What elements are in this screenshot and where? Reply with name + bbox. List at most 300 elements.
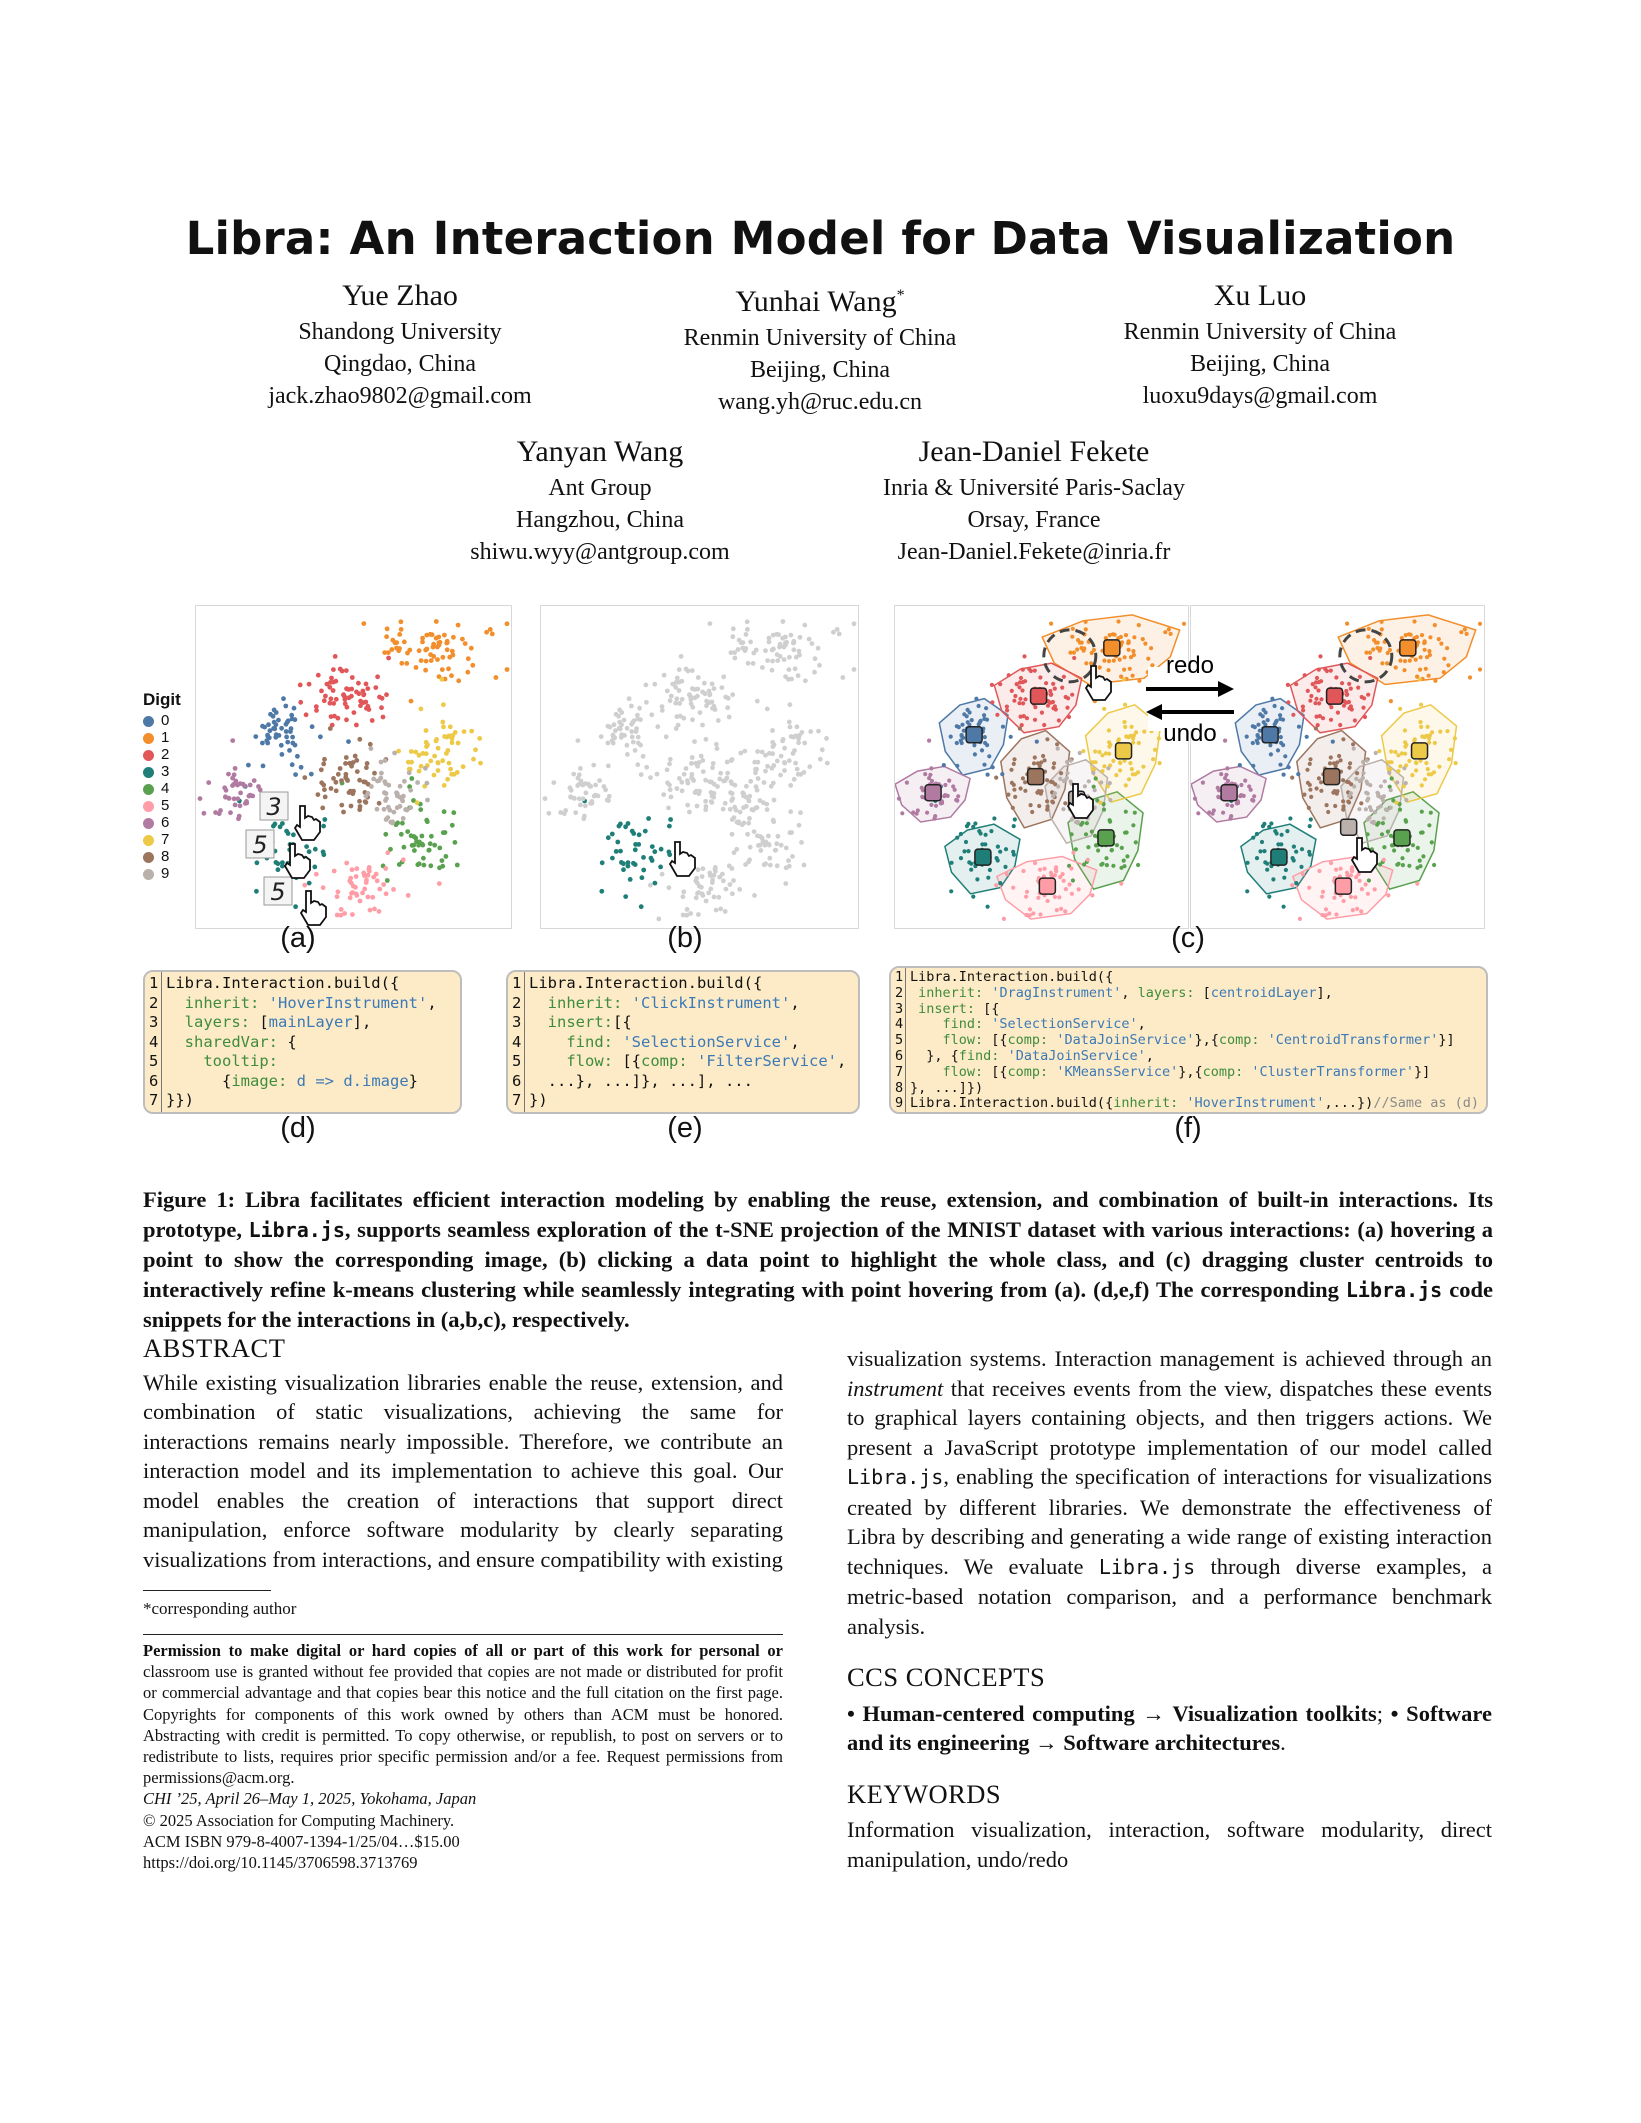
data-point xyxy=(793,666,798,671)
code-token: }] xyxy=(1413,1063,1431,1080)
data-point xyxy=(383,758,388,763)
data-point xyxy=(425,647,430,652)
data-point xyxy=(344,686,349,691)
data-point xyxy=(1309,795,1313,799)
footnote: *corresponding author xyxy=(143,1599,297,1618)
data-point xyxy=(966,708,970,712)
data-point xyxy=(206,780,211,785)
data-point xyxy=(331,776,336,781)
data-point xyxy=(1084,832,1088,836)
data-point xyxy=(788,830,793,835)
data-point xyxy=(417,861,422,866)
data-point xyxy=(791,647,796,652)
data-point xyxy=(656,917,661,922)
data-point xyxy=(700,893,705,898)
data-point xyxy=(729,650,734,655)
data-point xyxy=(1057,895,1061,899)
code-string: 'SelectionService' xyxy=(622,1032,791,1051)
data-point xyxy=(1141,765,1145,769)
data-point xyxy=(988,868,992,872)
code-string: 'ClusterTransformer' xyxy=(1251,1063,1414,1080)
data-point xyxy=(437,881,442,886)
line-number: 1 xyxy=(512,974,522,992)
data-point xyxy=(1082,646,1086,650)
data-point xyxy=(1124,810,1128,814)
data-point xyxy=(385,850,390,855)
data-point xyxy=(982,717,986,721)
data-point xyxy=(614,849,619,854)
data-point xyxy=(591,763,596,768)
legend-swatch xyxy=(143,801,154,812)
data-point xyxy=(391,887,396,892)
data-point xyxy=(1251,741,1255,745)
data-point xyxy=(791,641,796,646)
data-point xyxy=(743,646,748,651)
code-token: },{ xyxy=(1194,1032,1219,1049)
data-point xyxy=(920,786,924,790)
data-point xyxy=(649,712,654,717)
data-point xyxy=(1354,875,1358,879)
data-point xyxy=(710,706,715,711)
data-point xyxy=(970,718,974,722)
data-point xyxy=(1315,786,1319,790)
data-point xyxy=(717,875,722,880)
data-point xyxy=(1044,681,1048,685)
data-point xyxy=(461,764,466,769)
data-point xyxy=(798,810,803,815)
panel-b[interactable] xyxy=(540,605,859,929)
data-point xyxy=(1212,808,1216,812)
data-point xyxy=(387,808,392,813)
data-point xyxy=(253,734,258,739)
caption-text: code snippets for the interactions in (a,b,c), respectively. xyxy=(143,1276,1493,1332)
data-point xyxy=(942,763,946,767)
data-point xyxy=(782,657,787,662)
data-point xyxy=(1427,674,1431,678)
data-point xyxy=(775,863,780,868)
data-point xyxy=(1019,786,1023,790)
data-point xyxy=(578,766,583,771)
data-point xyxy=(1018,726,1022,730)
data-point xyxy=(314,872,319,877)
scatter-a[interactable] xyxy=(196,606,511,928)
data-point xyxy=(980,748,984,752)
data-point xyxy=(404,661,409,666)
data-point xyxy=(1112,659,1116,663)
data-point xyxy=(1018,697,1022,701)
data-point xyxy=(361,689,366,694)
digit-thumbnail xyxy=(260,792,288,821)
data-point xyxy=(582,814,587,819)
data-point xyxy=(1320,895,1324,899)
data-point xyxy=(588,801,593,806)
data-point xyxy=(690,755,695,760)
data-point xyxy=(357,799,362,804)
data-point xyxy=(1397,862,1401,866)
data-point xyxy=(1132,733,1136,737)
data-point xyxy=(635,717,640,722)
data-point xyxy=(694,876,699,881)
data-point xyxy=(615,840,620,845)
data-point xyxy=(1422,641,1426,645)
footnote-rule xyxy=(143,1590,271,1591)
doi-link[interactable]: https://doi.org/10.1145/3706598.3713769 xyxy=(143,1853,418,1873)
data-point xyxy=(782,746,787,751)
data-point xyxy=(402,845,407,850)
data-point xyxy=(392,810,397,815)
data-point xyxy=(1009,768,1013,772)
data-point xyxy=(384,634,389,639)
data-point xyxy=(770,766,775,771)
legend-label: 1 xyxy=(161,729,170,746)
data-point xyxy=(655,772,660,777)
data-point xyxy=(1337,754,1341,758)
code-key: comp: xyxy=(1007,1032,1049,1049)
data-point xyxy=(576,738,581,743)
data-point xyxy=(763,769,768,774)
code-token: }}) xyxy=(166,1091,194,1109)
data-point xyxy=(1442,657,1446,661)
data-point xyxy=(1078,641,1082,645)
code-key: inherit: xyxy=(1113,1095,1179,1112)
data-point xyxy=(1010,689,1014,693)
data-point xyxy=(665,767,670,772)
data-point xyxy=(697,789,702,794)
data-point xyxy=(1102,659,1106,663)
data-point xyxy=(1051,700,1055,704)
data-point xyxy=(1093,834,1097,838)
data-point xyxy=(358,699,363,704)
data-point xyxy=(331,667,336,672)
data-point xyxy=(817,663,822,668)
legend-swatch xyxy=(143,852,154,863)
author-email[interactable]: Jean-Daniel.Fekete@inria.fr xyxy=(897,539,1171,565)
data-point xyxy=(1364,651,1368,655)
author-block xyxy=(400,432,800,568)
legend-item xyxy=(143,763,181,780)
data-point xyxy=(279,743,284,748)
legend-item xyxy=(143,848,181,865)
data-point xyxy=(1402,668,1406,672)
data-point xyxy=(1169,632,1173,636)
data-point xyxy=(852,621,857,626)
data-point xyxy=(1100,769,1104,773)
panel-c-right[interactable] xyxy=(1190,605,1485,929)
data-point xyxy=(1011,806,1015,810)
data-point xyxy=(685,778,690,783)
data-point xyxy=(273,822,278,827)
data-point xyxy=(373,685,378,690)
data-point xyxy=(1279,735,1283,739)
data-point xyxy=(655,724,660,729)
data-point xyxy=(446,734,451,739)
data-point xyxy=(417,648,422,653)
data-point xyxy=(1051,682,1055,686)
legend-label: 3 xyxy=(161,763,170,780)
code-string: centroidLayer xyxy=(1210,984,1317,1001)
data-point xyxy=(942,794,946,798)
data-point xyxy=(763,861,768,866)
data-point xyxy=(307,881,312,886)
data-point xyxy=(652,849,657,854)
data-point xyxy=(1285,829,1289,833)
data-point xyxy=(299,765,304,770)
data-point xyxy=(1348,761,1352,765)
data-point xyxy=(358,899,363,904)
undo-label: undo xyxy=(1163,720,1217,747)
author-email[interactable]: shiwu.wyy@antgroup.com xyxy=(470,539,730,565)
data-point xyxy=(285,740,290,745)
data-point xyxy=(349,694,354,699)
data-point xyxy=(1196,811,1200,815)
centroid-marker xyxy=(1028,769,1044,785)
panel-a[interactable] xyxy=(195,605,512,929)
data-point xyxy=(332,869,337,874)
data-point xyxy=(1411,843,1415,847)
data-point xyxy=(616,714,621,719)
data-point xyxy=(929,766,933,770)
panel-c-left[interactable] xyxy=(894,605,1189,929)
data-point xyxy=(992,816,996,820)
data-point xyxy=(1058,875,1062,879)
data-point xyxy=(354,866,359,871)
data-point xyxy=(728,882,733,887)
data-point xyxy=(436,760,441,765)
data-point xyxy=(375,674,380,679)
caption-code: Libra.js xyxy=(248,1217,345,1242)
data-point xyxy=(1031,911,1035,915)
author-location: Beijing, China xyxy=(750,357,890,383)
data-point xyxy=(415,780,420,785)
data-point xyxy=(1360,887,1364,891)
data-point xyxy=(405,651,410,656)
data-point xyxy=(756,776,761,781)
data-point xyxy=(1093,760,1097,764)
data-point xyxy=(633,847,638,852)
data-point xyxy=(1428,653,1432,657)
data-point xyxy=(1414,658,1418,662)
data-point xyxy=(991,765,995,769)
data-point xyxy=(1351,742,1355,746)
data-point xyxy=(281,696,286,701)
data-point xyxy=(798,772,803,777)
data-point xyxy=(1319,679,1323,683)
data-point xyxy=(1276,748,1280,752)
data-point xyxy=(349,891,354,896)
data-point xyxy=(704,699,709,704)
data-point xyxy=(1420,810,1424,814)
data-point xyxy=(1454,761,1458,765)
data-point xyxy=(730,866,735,871)
data-point xyxy=(1099,780,1103,784)
data-point xyxy=(354,723,359,728)
data-point xyxy=(309,772,314,777)
data-point xyxy=(442,633,447,638)
data-point xyxy=(1019,676,1023,680)
data-point xyxy=(701,769,706,774)
data-point xyxy=(1097,750,1101,754)
data-point xyxy=(1063,909,1067,913)
data-point xyxy=(982,763,986,767)
data-point xyxy=(343,761,348,766)
data-point xyxy=(358,703,363,708)
data-point xyxy=(787,720,792,725)
author-block xyxy=(834,432,1234,568)
code-token: { xyxy=(166,1071,232,1090)
data-point xyxy=(377,801,382,806)
data-point xyxy=(319,689,324,694)
data-point xyxy=(1239,783,1243,787)
data-point xyxy=(1345,693,1349,697)
data-point xyxy=(1361,706,1365,710)
data-point xyxy=(432,754,437,759)
data-point xyxy=(1256,723,1260,727)
data-point xyxy=(1347,682,1351,686)
data-point xyxy=(469,646,474,651)
data-point xyxy=(1141,637,1145,641)
code-key: flow: xyxy=(942,1032,984,1049)
code-token: Libra.Interaction.build({ xyxy=(910,969,1114,985)
data-point xyxy=(1389,806,1393,810)
data-point xyxy=(1402,766,1406,770)
data-point xyxy=(633,842,638,847)
data-point xyxy=(368,908,373,913)
hand-shape xyxy=(670,842,695,876)
code-token: Libra.Interaction.build({ xyxy=(166,974,400,992)
data-point xyxy=(1056,747,1060,751)
code-token: } xyxy=(408,1071,418,1090)
data-point xyxy=(428,841,433,846)
data-point xyxy=(348,876,353,881)
data-point xyxy=(1122,864,1126,868)
data-point xyxy=(419,658,424,663)
data-points xyxy=(198,619,510,921)
data-point xyxy=(955,741,959,745)
data-point xyxy=(1225,803,1229,807)
data-point xyxy=(1108,743,1112,747)
data-point xyxy=(1120,846,1124,850)
data-point xyxy=(710,794,715,799)
data-point xyxy=(1122,859,1126,863)
data-point xyxy=(383,832,388,837)
data-point xyxy=(1130,767,1134,771)
data-point xyxy=(1379,804,1383,808)
data-point xyxy=(1323,667,1327,671)
data-point xyxy=(717,777,722,782)
data-point xyxy=(1033,718,1037,722)
data-point xyxy=(766,842,771,847)
data-point xyxy=(409,749,414,754)
data-point xyxy=(666,806,671,811)
data-point xyxy=(1083,784,1087,788)
data-point xyxy=(695,881,700,886)
data-point xyxy=(1149,646,1153,650)
data-point xyxy=(812,670,817,675)
centroid-marker xyxy=(1341,819,1357,835)
data-point xyxy=(1288,816,1292,820)
data-point xyxy=(1108,781,1112,785)
data-point xyxy=(1075,647,1079,651)
isbn: ACM ISBN 979-8-4007-1394-1/25/04…$15.00 xyxy=(143,1831,460,1851)
data-point xyxy=(622,718,627,723)
data-point xyxy=(710,880,715,885)
line-number: 6 xyxy=(512,1071,522,1090)
data-point xyxy=(1163,630,1167,634)
data-point xyxy=(707,689,712,694)
code-token xyxy=(529,1033,566,1051)
data-point xyxy=(1308,788,1312,792)
data-point xyxy=(739,640,744,645)
data-point xyxy=(446,748,451,753)
data-point xyxy=(929,803,933,807)
data-point xyxy=(1048,689,1052,693)
author-location: Hangzhou, China xyxy=(516,507,684,533)
data-point xyxy=(1355,907,1359,911)
data-point xyxy=(1065,776,1069,780)
caption-label: Figure 1: xyxy=(143,1187,236,1212)
code-token: [ xyxy=(250,1013,269,1031)
data-point xyxy=(736,647,741,652)
author-email[interactable]: jack.zhao9802@gmail.com xyxy=(268,383,532,409)
data-point xyxy=(837,632,842,637)
data-point xyxy=(779,843,784,848)
author-email[interactable]: wang.yh@ruc.edu.cn xyxy=(717,389,923,415)
data-point xyxy=(371,777,376,782)
data-point xyxy=(1041,754,1045,758)
data-point xyxy=(1316,688,1320,692)
data-point xyxy=(273,735,278,740)
data-point xyxy=(695,891,700,896)
legend-title: Digit xyxy=(143,690,181,709)
data-point xyxy=(1442,670,1446,674)
data-point xyxy=(1319,697,1323,701)
author-email[interactable]: luoxu9days@gmail.com xyxy=(1142,383,1378,409)
data-point xyxy=(1437,765,1441,769)
data-point xyxy=(344,755,349,760)
line-number: 2 xyxy=(895,984,904,1001)
data-point xyxy=(675,676,680,681)
data-point xyxy=(792,777,797,782)
legend-label: 6 xyxy=(161,814,170,831)
data-point xyxy=(353,754,358,759)
digit-thumbnail xyxy=(264,877,292,906)
data-point xyxy=(1365,798,1369,802)
data-point xyxy=(581,796,586,801)
data-point xyxy=(709,780,714,785)
data-point xyxy=(771,818,776,823)
data-point xyxy=(1045,778,1049,782)
data-point xyxy=(342,911,347,916)
data-point xyxy=(361,871,366,876)
data-point xyxy=(934,804,938,808)
data-point xyxy=(1269,821,1273,825)
data-point xyxy=(1407,759,1411,763)
data-point xyxy=(973,821,977,825)
data-point xyxy=(727,715,732,720)
data-point xyxy=(551,780,556,785)
line-number: 2 xyxy=(149,993,159,1012)
data-point xyxy=(1355,771,1359,775)
data-point xyxy=(406,893,411,898)
scatter-b[interactable] xyxy=(541,606,858,928)
data-point xyxy=(1137,623,1141,627)
data-point xyxy=(673,701,678,706)
data-point xyxy=(1012,699,1016,703)
data-point xyxy=(738,810,743,815)
data-point xyxy=(1351,908,1355,912)
data-point xyxy=(685,803,690,808)
data-point xyxy=(797,649,802,654)
